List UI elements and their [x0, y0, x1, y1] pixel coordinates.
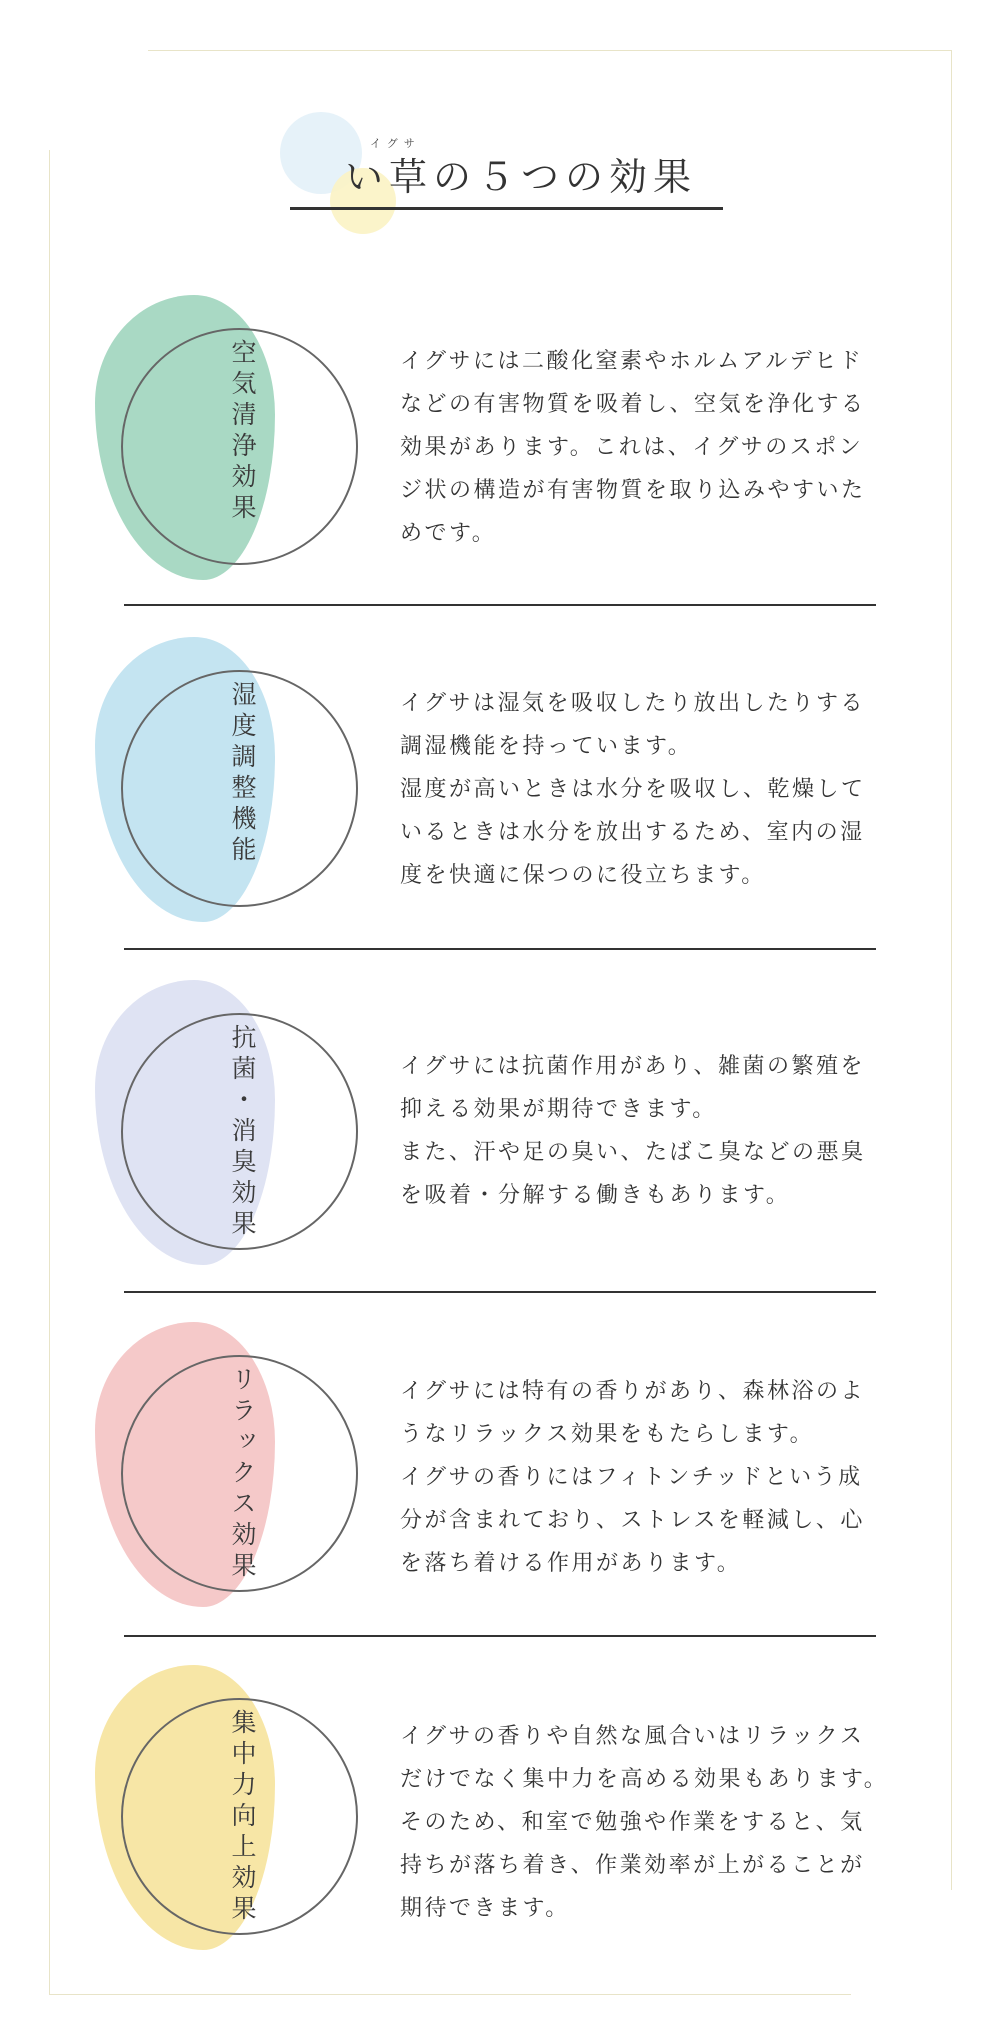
effect-description [400, 682, 885, 897]
description-line: 調湿機能を持っています。 [400, 734, 693, 759]
effect-label: 抗菌・消臭効果 [228, 1024, 257, 1241]
effect-description [400, 340, 885, 555]
effect-description [400, 1045, 885, 1217]
description-line: 度を快適に保つのに役立ちます。 [400, 863, 766, 888]
description-line: 湿度が高いときは水分を吸収し、乾燥して [400, 777, 866, 802]
effect-label: 集中力向上効果 [228, 1709, 257, 1926]
description-line: だけでなく集中力を高める効果もあります。 [400, 1767, 889, 1792]
effect-section-air-purification [0, 295, 1000, 635]
effect-description [400, 1715, 890, 1930]
description-line: を落ち着ける作用があります。 [400, 1551, 742, 1576]
effect-section-humidity [0, 637, 1000, 977]
section-divider [124, 1635, 876, 1637]
description-line: 抑える効果が期待できます。 [400, 1097, 717, 1122]
description-line: イグサには二酸化窒素やホルムアルデヒド [400, 349, 864, 374]
description-line: などの有害物質を吸着し、空気を浄化する [400, 392, 866, 417]
description-line: を吸着・分解する働きもあります。 [400, 1183, 791, 1208]
description-line: イグサは湿気を吸収したり放出したりする [400, 691, 866, 716]
effect-section-concentration [0, 1665, 1000, 2005]
description-line: 効果があります。これは、イグサのスポン [400, 435, 864, 460]
description-line: うなリラックス効果をもたらします。 [400, 1422, 815, 1447]
description-line: ジ状の構造が有害物質を取り込みやすいた [400, 478, 866, 503]
description-line: 分が含まれており、ストレスを軽減し、心 [400, 1508, 865, 1533]
description-line: いるときは水分を放出するため、室内の湿 [400, 820, 865, 845]
effect-label: 湿度調整機能 [228, 681, 257, 867]
section-divider [124, 1291, 876, 1293]
description-line: また、汗や足の臭い、たばこ臭などの悪臭 [400, 1140, 866, 1165]
effect-section-relaxation [0, 1322, 1000, 1662]
description-line: 持ちが落ち着き、作業効率が上がることが [400, 1853, 865, 1878]
effect-label: 空気清浄効果 [228, 339, 257, 525]
description-line: めです。 [400, 521, 497, 546]
description-line: そのため、和室で勉強や作業をすると、気 [400, 1810, 865, 1835]
title-ruby: イグサ [370, 137, 421, 150]
description-line: イグサには特有の香りがあり、森林浴のよ [400, 1379, 866, 1404]
frame-top-line [148, 50, 952, 51]
section-divider [124, 948, 876, 950]
title-underline [290, 207, 723, 210]
description-line: イグサには抗菌作用があり、雑菌の繁殖を [400, 1054, 866, 1079]
page-title: い草の５つの効果 [345, 155, 698, 199]
effect-section-antibacterial [0, 980, 1000, 1320]
effect-label: リラックス効果 [228, 1366, 257, 1583]
effect-description [400, 1370, 885, 1585]
description-line: 期待できます。 [400, 1896, 570, 1921]
section-divider [124, 604, 876, 606]
description-line: イグサの香りにはフィトンチッドという成 [400, 1465, 863, 1490]
description-line: イグサの香りや自然な風合いはリラックス [400, 1724, 865, 1749]
